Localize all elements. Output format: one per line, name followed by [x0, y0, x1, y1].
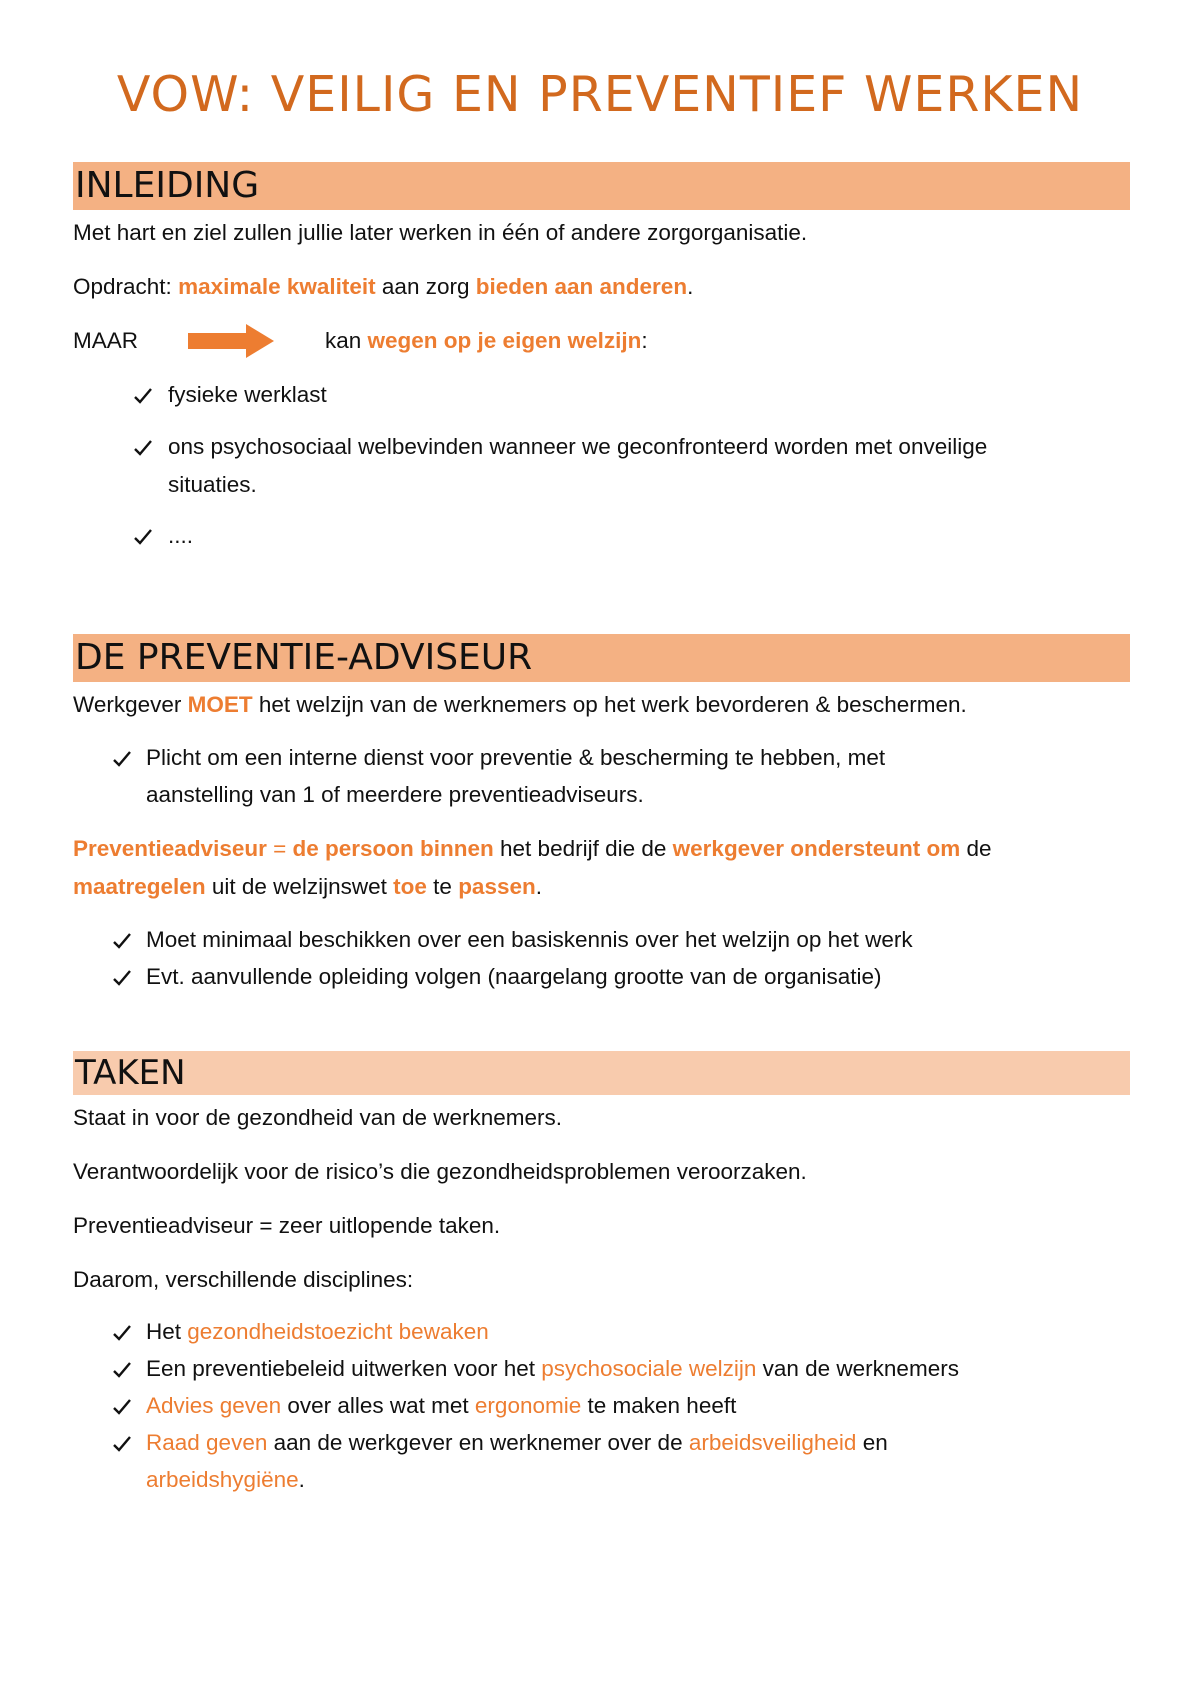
inleiding-paragraph-2	[73, 272, 693, 302]
highlight: ergonomie	[474, 1393, 582, 1418]
checkmark-icon	[112, 1324, 132, 1342]
checkmark-icon	[112, 1361, 132, 1379]
checkmark-icon	[112, 932, 132, 950]
highlight: passen	[458, 874, 536, 899]
text: en	[856, 1430, 888, 1455]
highlight: gezondheidstoezicht bewaken	[187, 1319, 489, 1344]
section-heading-taken: TAKEN	[73, 1051, 1130, 1095]
list-item	[146, 1313, 489, 1350]
text: aan zorg	[375, 274, 476, 299]
section-heading-preventie-adviseur: DE PREVENTIE-ADVISEUR	[73, 634, 1130, 682]
text: te	[426, 874, 459, 899]
adviseur-paragraph-1	[73, 690, 967, 720]
text: het bedrijf die de	[493, 836, 673, 861]
checkmark-icon	[133, 439, 153, 457]
text: over alles wat met	[281, 1393, 475, 1418]
taken-paragraph-1: Staat in voor de gezondheid van de werknemers.	[73, 1105, 563, 1130]
inleiding-paragraph-1: Met hart en ziel zullen jullie later werken in één of andere zorgorganisatie.	[73, 220, 808, 245]
highlight: toe	[393, 874, 427, 899]
checkmark-icon	[112, 750, 132, 768]
section-heading-inleiding: INLEIDING	[73, 162, 1130, 210]
text: Een preventiebeleid uitwerken voor het	[146, 1356, 542, 1381]
list-item: ....	[168, 523, 194, 548]
list-item-continuation: aanstelling van 1 of meerdere preventieadviseurs.	[146, 782, 644, 807]
page-title: VOW: VEILIG EN PREVENTIEF WERKEN	[116, 66, 1084, 123]
text: van de werknemers	[756, 1356, 959, 1381]
list-item	[146, 1424, 888, 1461]
highlight: arbeidshygiëne	[146, 1467, 299, 1492]
highlight: wegen op je eigen welzijn	[367, 328, 642, 353]
list-item: fysieke werklast	[168, 382, 327, 407]
highlight: psychosociale welzijn	[541, 1356, 757, 1381]
highlight: =	[266, 836, 293, 861]
list-item-continuation	[146, 1461, 305, 1498]
highlight: Raad geven	[146, 1430, 268, 1455]
text: .	[687, 274, 694, 299]
list-item	[146, 1350, 959, 1387]
list-item: ons psychosociaal welbevinden wanneer we geconfronteerd worden met onveilige	[168, 434, 988, 459]
text: de	[960, 836, 992, 861]
list-item: Moet minimaal beschikken over een basiskennis over het welzijn op het werk	[146, 927, 913, 952]
highlight: arbeidsveiligheid	[688, 1430, 857, 1455]
text: Opdracht:	[73, 274, 179, 299]
highlight: werkgever ondersteunt om	[672, 836, 961, 861]
adviseur-definition-line-1	[73, 834, 992, 864]
list-item	[146, 1387, 736, 1424]
adviseur-definition-line-2	[73, 872, 542, 902]
taken-paragraph-4: Daarom, verschillende disciplines:	[73, 1267, 414, 1292]
highlight: de persoon binnen	[292, 836, 494, 861]
highlight: maatregelen	[73, 874, 206, 899]
text: .	[535, 874, 542, 899]
arrow-right-icon	[188, 322, 276, 360]
text: Het	[146, 1319, 188, 1344]
text: .	[298, 1467, 305, 1492]
highlight: maximale kwaliteit	[178, 274, 376, 299]
highlight: Preventieadviseur	[73, 836, 267, 861]
list-item: Evt. aanvullende opleiding volgen (naargelang grootte van de organisatie)	[146, 964, 882, 989]
taken-paragraph-2: Verantwoordelijk voor de risico’s die gezondheidsproblemen veroorzaken.	[73, 1159, 807, 1184]
highlight: Advies geven	[146, 1393, 282, 1418]
text: aan de werkgever en werknemer over de	[267, 1430, 689, 1455]
list-item: Plicht om een interne dienst voor preventie & bescherming te hebben, met	[146, 745, 886, 770]
text: :	[641, 328, 648, 353]
text: kan	[325, 328, 368, 353]
highlight: MOET	[187, 692, 253, 717]
checkmark-icon	[133, 528, 153, 546]
text: uit de welzijnswet	[205, 874, 394, 899]
text: te maken heeft	[581, 1393, 737, 1418]
text: het welzijn van de werknemers op het werk bevorderen & beschermen.	[252, 692, 967, 717]
text: Werkgever	[73, 692, 188, 717]
taken-paragraph-3: Preventieadviseur = zeer uitlopende taken.	[73, 1213, 501, 1238]
checkmark-icon	[112, 1435, 132, 1453]
checkmark-icon	[133, 387, 153, 405]
inleiding-paragraph-3	[325, 326, 648, 356]
highlight: bieden aan anderen	[475, 274, 688, 299]
inleiding-maar-label: MAAR	[73, 328, 139, 353]
checkmark-icon	[112, 1398, 132, 1416]
checkmark-icon	[112, 969, 132, 987]
list-item-continuation: situaties.	[168, 472, 257, 497]
